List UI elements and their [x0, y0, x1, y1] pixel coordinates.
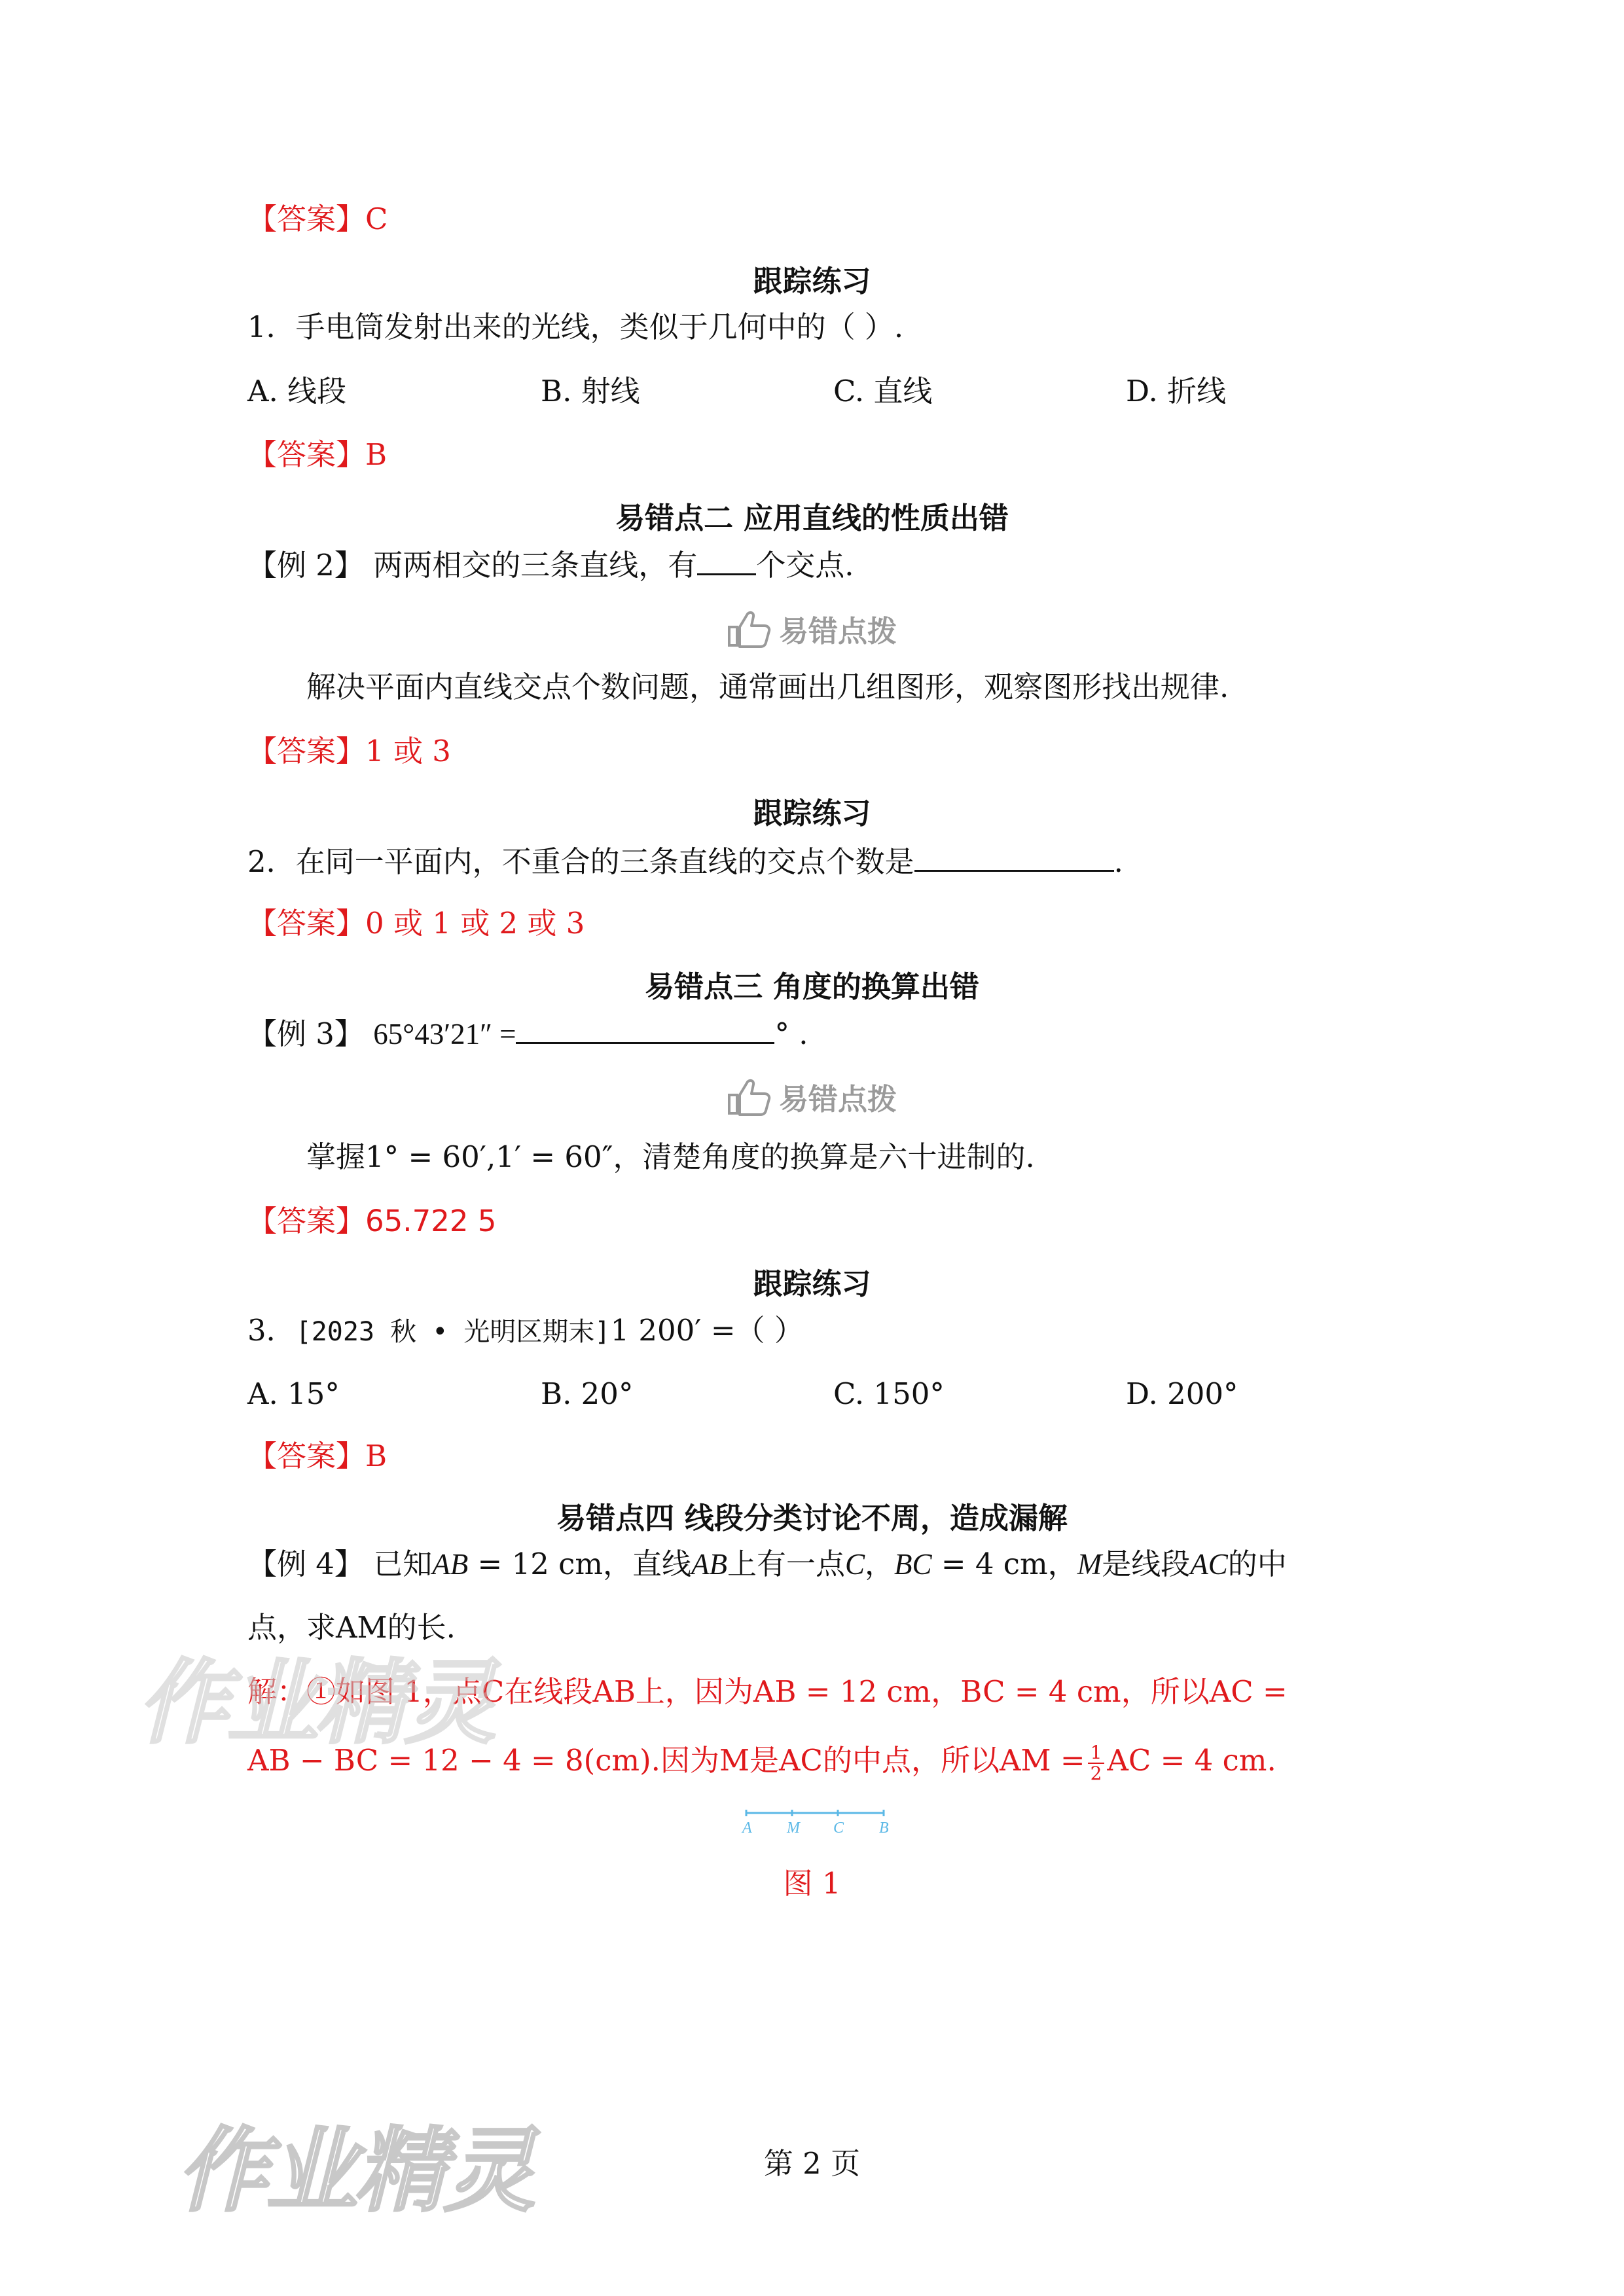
fraction-denominator: 2	[1090, 1762, 1102, 1784]
answer-blank	[914, 841, 1114, 872]
question-stem: 1．手电筒发射出来的光线，类似于几何中的（ ）.	[247, 310, 904, 344]
example-line	[247, 1013, 808, 1054]
answer-value: B	[365, 1439, 388, 1473]
tip-text-part: ，清楚角度的换算是六十进制的.	[613, 1139, 1035, 1174]
math-var: AC	[1190, 1548, 1228, 1581]
answer-label: 【答案】	[247, 1204, 366, 1238]
answer-value: C	[365, 202, 388, 236]
text: 上有一点	[727, 1547, 846, 1581]
option-b: B. 20°	[541, 1376, 634, 1411]
solution-text: AB − BC = 12 − 4 = 8(cm).因为M是AC的中点，所以AM =	[247, 1743, 1085, 1778]
question-text: .	[1113, 844, 1123, 879]
tip-label: 易错点拨	[779, 614, 897, 649]
section-title: 跟踪练习	[753, 796, 871, 831]
example-line	[247, 1545, 1287, 1584]
math-var: C	[845, 1548, 865, 1581]
answer-label: 【答案】	[247, 906, 366, 941]
answer-value: 65.722 5	[365, 1204, 497, 1238]
tip-text	[306, 1138, 1035, 1177]
section-title: 跟踪练习	[753, 1266, 871, 1301]
section-title: 跟踪练习	[753, 264, 871, 298]
point-title: 易错点四 线段分类讨论不周，造成漏解	[556, 1501, 1068, 1535]
math-var: AB	[432, 1548, 469, 1581]
tip-heading	[727, 607, 897, 650]
page-number: 第 2 页	[763, 2146, 861, 2181]
label-m: M	[787, 1820, 800, 1837]
text: = 4 cm，	[931, 1547, 1077, 1581]
answer-line	[247, 435, 387, 475]
point-title: 易错点二 应用直线的性质出错	[615, 501, 1009, 535]
label-c: C	[833, 1820, 844, 1837]
watermark: 作业精灵	[177, 2118, 533, 2225]
question-text: 2．在同一平面内，不重合的三条直线的交点个数是	[247, 844, 914, 879]
question-text: 1 200′ =（ ）	[610, 1313, 804, 1348]
solution-line-1: 解：①如图 1，点C在线段AB上，因为AB = 12 cm，BC = 4 cm，所以AC =	[247, 1674, 1288, 1709]
answer-line	[247, 1437, 387, 1476]
text: = 12 cm，直线	[468, 1547, 692, 1581]
option-a: A. 线段	[247, 374, 347, 408]
math-var: AB	[691, 1548, 727, 1581]
text: 已知	[373, 1547, 433, 1581]
question-stem	[247, 1311, 804, 1352]
example-unit: ° .	[774, 1016, 808, 1051]
answer-label: 【答案】	[247, 1439, 366, 1473]
label-a: A	[742, 1820, 752, 1837]
tip-heading	[727, 1075, 897, 1118]
thumbs-up-icon	[727, 1078, 772, 1116]
tip-text: 解决平面内直线交点个数问题，通常画出几组图形，观察图形找出规律.	[306, 670, 1229, 704]
segment-figure	[740, 1806, 897, 1839]
example-expression: 65°43′21″ =	[373, 1018, 516, 1050]
answer-line	[247, 1202, 496, 1241]
example-text: 个交点.	[756, 548, 854, 583]
solution-text: AC = 4 cm.	[1107, 1743, 1276, 1778]
option-c: C. 150°	[833, 1376, 945, 1411]
answer-label: 【答案】	[247, 734, 366, 768]
option-c: C. 直线	[833, 374, 933, 408]
answer-value: 0 或 1 或 2 或 3	[365, 906, 585, 941]
text: 的中	[1227, 1547, 1287, 1581]
option-d: D. 200°	[1126, 1376, 1238, 1411]
answer-line	[247, 200, 388, 239]
watermark: 作业精灵	[137, 1650, 494, 1757]
text: ，	[865, 1547, 895, 1581]
answer-label: 【答案】	[247, 202, 366, 236]
example-line	[247, 545, 854, 585]
answer-line	[247, 904, 585, 943]
option-a: A. 15°	[247, 1376, 340, 1411]
math-var: BC	[894, 1548, 932, 1581]
answer-value: B	[365, 437, 388, 472]
example-line-2: 点，求AM的长.	[247, 1610, 456, 1645]
math-var: M	[1077, 1548, 1102, 1581]
tip-math: 1° = 60′,1′ = 60″	[365, 1139, 613, 1174]
tip-label: 易错点拨	[779, 1082, 897, 1117]
thumbs-up-icon	[727, 610, 772, 648]
example-tag: 【例 2】	[247, 548, 364, 583]
text: 是线段	[1102, 1547, 1191, 1581]
fraction-numerator: 1	[1088, 1743, 1105, 1764]
answer-value: 1 或 3	[365, 734, 451, 768]
answer-line	[247, 732, 451, 771]
question-number: 3．	[247, 1313, 296, 1348]
example-tag: 【例 4】	[247, 1547, 364, 1581]
example-tag: 【例 3】	[247, 1016, 364, 1051]
option-d: D. 折线	[1126, 374, 1227, 408]
figure-caption: 图 1	[783, 1866, 841, 1901]
question-stem	[247, 841, 1123, 882]
example-text: 两两相交的三条直线，有	[373, 548, 698, 583]
label-b: B	[879, 1820, 889, 1837]
answer-label: 【答案】	[247, 437, 366, 472]
question-source: [2023 秋 • 光明区期末]	[295, 1317, 611, 1347]
option-b: B. 射线	[541, 374, 640, 408]
answer-blank	[697, 545, 756, 575]
tip-text-part: 掌握	[306, 1139, 366, 1174]
fraction	[1088, 1743, 1105, 1784]
point-title: 易错点三 角度的换算出错	[645, 969, 979, 1004]
answer-blank	[516, 1013, 774, 1044]
